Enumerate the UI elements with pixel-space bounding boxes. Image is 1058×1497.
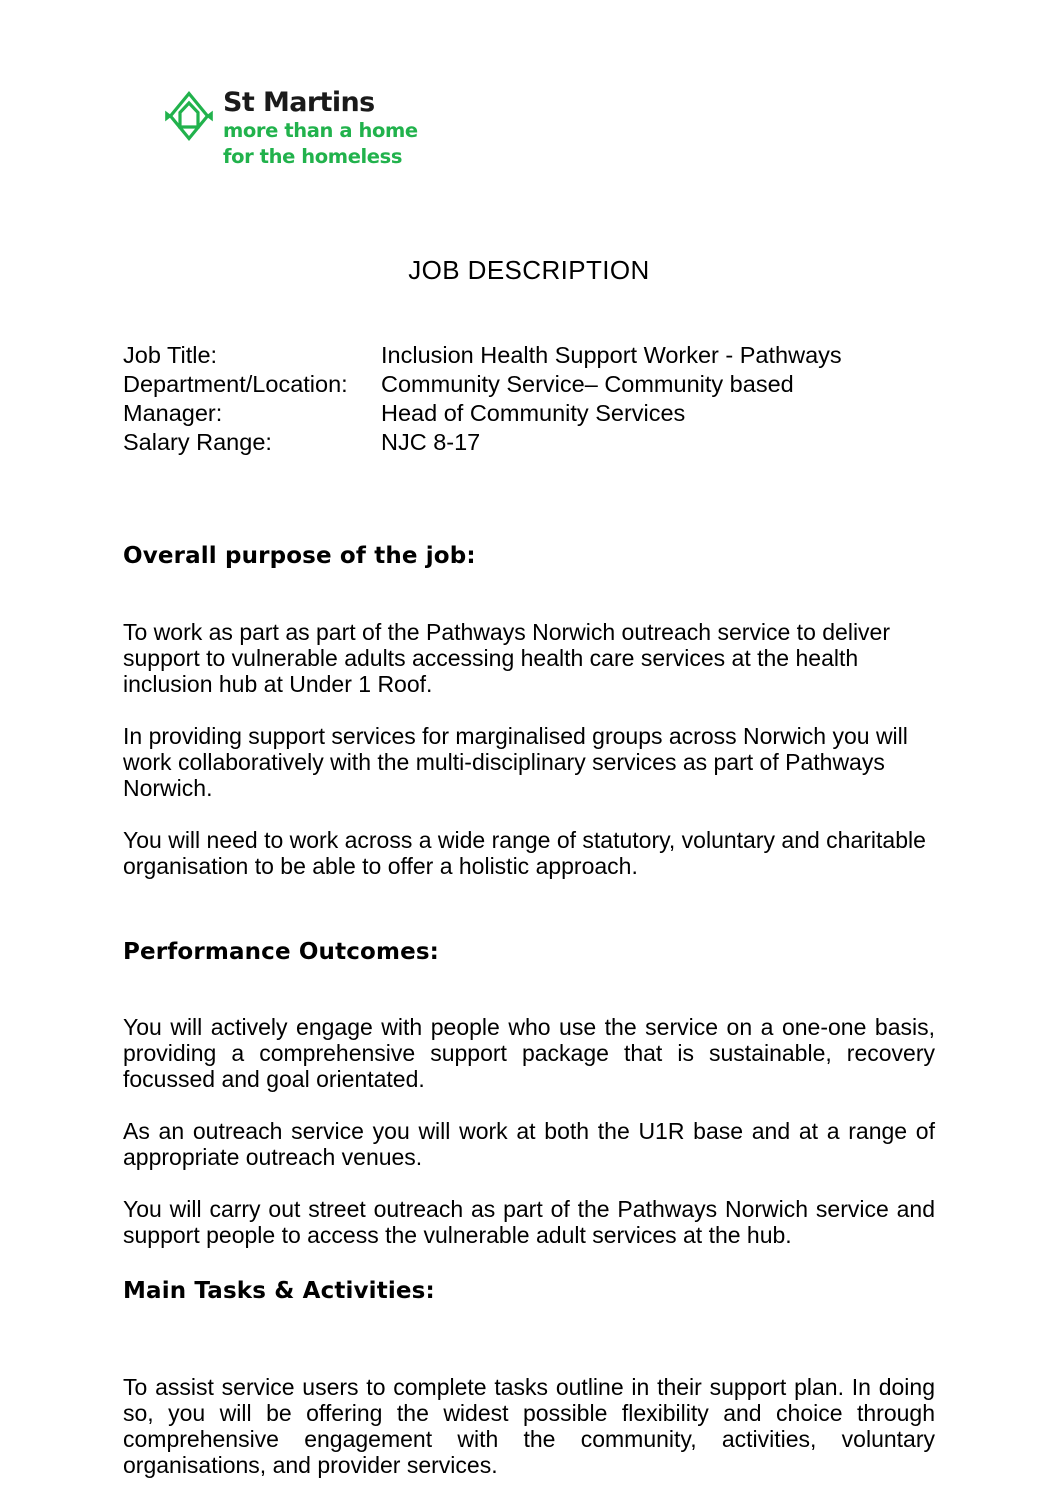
meta-value-job-title: Inclusion Health Support Worker - Pathways [381, 342, 842, 368]
paragraph-performance-outcomes-3: You will carry out street outreach as part of the Pathways Norwich service and support people to access the vulnerable adult services at the hub. [123, 1196, 935, 1249]
heading-performance-outcomes: Performance Outcomes: [123, 938, 440, 965]
spacer [123, 801, 935, 827]
meta-row-job-title [123, 341, 842, 370]
paragraph-main-tasks-1: To assist service users to complete tasks outline in their support plan. In doing so, you will be offering the widest possible flexibility and choice through comprehensive engagement with the community, activities, voluntary organisations, and provider services. [123, 1373, 935, 1478]
document-body [123, 543, 935, 1478]
meta-value-salary-range: NJC 8-17 [381, 429, 481, 455]
paragraph-overall-purpose-3: You will need to work across a wide range of statutory, voluntary and charitable organisation to be able to offer a holistic approach. [123, 826, 926, 879]
heading-overall-purpose: Overall purpose of the job: [123, 543, 476, 569]
paragraph-overall-purpose-1: To work as part as part of the Pathways Norwich outreach service to deliver support to vulnerable adults accessing health care services at the health inclusion hub at Under 1 Roof. [123, 618, 891, 697]
organisation-logo [163, 88, 418, 169]
spacer [123, 1170, 935, 1196]
page-title: JOB DESCRIPTION [408, 255, 650, 285]
meta-row-department-location [123, 370, 842, 399]
spacer [123, 571, 935, 619]
spacer [123, 1306, 935, 1374]
house-in-diamond-icon [163, 90, 215, 142]
spacer [123, 879, 935, 939]
meta-label-department-location: Department/Location: [123, 371, 348, 397]
meta-row-salary-range [123, 428, 842, 457]
paragraph-performance-outcomes-1: You will actively engage with people who use the service on a one-one basis, providing a comprehensive support package that is sustainable, recovery focussed and goal orientated. [123, 1014, 935, 1093]
logo-text-group [223, 88, 418, 169]
heading-main-tasks-activities: Main Tasks & Activities: [123, 1278, 435, 1305]
spacer [123, 966, 935, 1014]
meta-label-manager: Manager: [123, 400, 223, 426]
spacer [123, 1248, 935, 1278]
paragraph-overall-purpose-2: In providing support services for marginalised groups across Norwich you will work collaboratively with the multi-disciplinary services as part of Pathways Norwich. [123, 722, 908, 801]
spacer [123, 1092, 935, 1118]
logo-tagline-line-2: for the homeless [223, 144, 403, 168]
logo-wordmark: St Martins [223, 87, 375, 118]
job-meta-table [123, 341, 842, 457]
meta-label-job-title: Job Title: [123, 342, 218, 368]
meta-value-department-location: Community Service– Community based [381, 371, 794, 397]
meta-row-manager [123, 399, 842, 428]
meta-value-manager: Head of Community Services [381, 400, 686, 426]
spacer [123, 697, 935, 723]
meta-label-salary-range: Salary Range: [123, 429, 272, 455]
paragraph-performance-outcomes-2: As an outreach service you will work at both the U1R base and at a range of appropriate outreach venues. [123, 1118, 935, 1171]
logo-tagline-line-1: more than a home [223, 119, 418, 143]
